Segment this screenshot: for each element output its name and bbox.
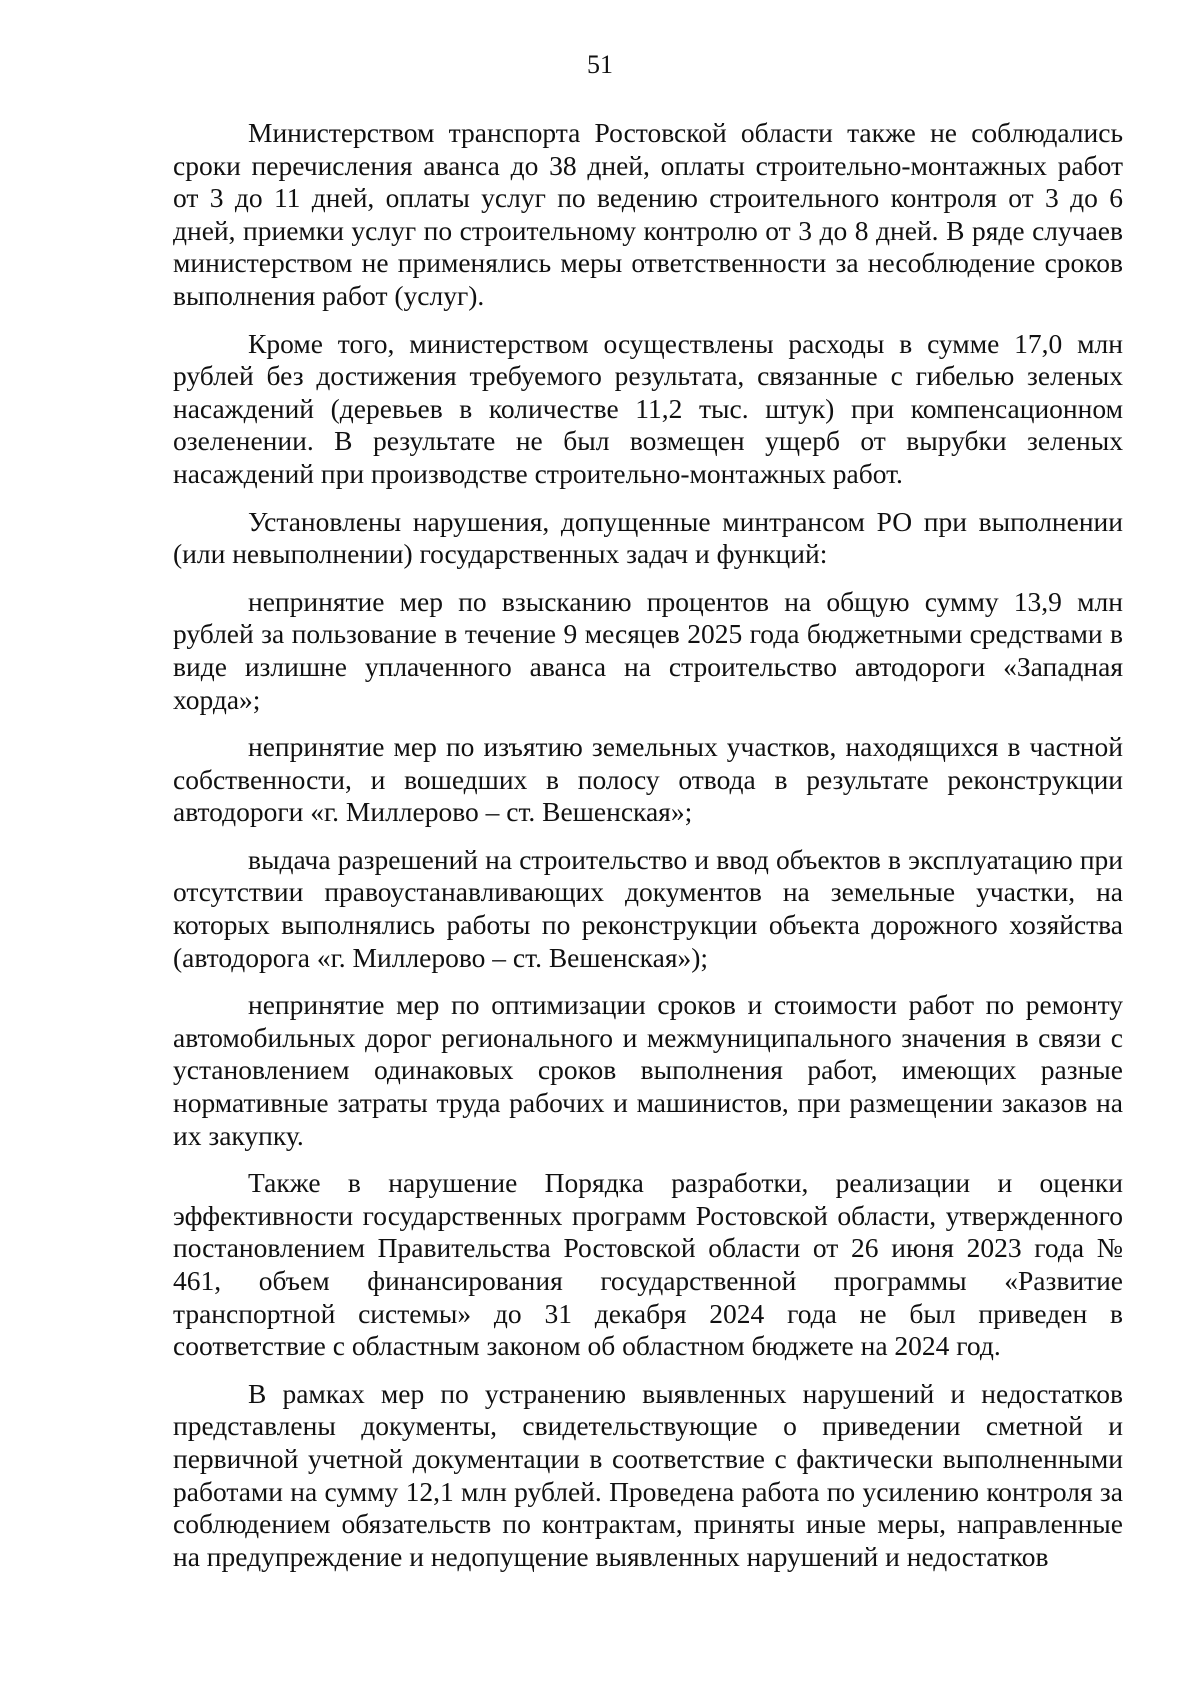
paragraph-interest-recovery: непринятие мер по взысканию процентов на общую сумму 13,9 млн рублей за пользование в течение 9 месяцев 2025 года бюджетными средствами в виде излишне уплаченного аванса на строительство автодороги «Западная хорда»;	[173, 585, 1123, 715]
page-number: 51	[587, 50, 613, 79]
paragraph-violations-intro: Установлены нарушения, допущенные минтрансом РО при выполнении (или невыполнении) государственных задач и функций:	[173, 505, 1123, 570]
paragraph-green-planting-expenses: Кроме того, министерством осуществлены расходы в сумме 17,0 млн рублей без достижения требуемого результата, связанные с гибелью зеленых насаждений (деревьев в количестве 11,2 тыс. штук) при компенсационном озеленении. В результате не был возмещен ущерб от вырубки зеленых насаждений при производстве строительно-монтажных работ.	[173, 327, 1123, 489]
paragraph-road-repair-optimization: непринятие мер по оптимизации сроков и стоимости работ по ремонту автомобильных дорог регионального и межмуниципального значения в связи с установлением одинаковых сроков выполнения работ, имеющих разные нормативные затраты труда рабочих и машинистов, при размещении заказов на их закупку.	[173, 989, 1123, 1151]
paragraph-land-seizure: непринятие мер по изъятию земельных участков, находящихся в частной собственности, и вошедших в полосу отвода в результате реконструкции автодороги «г. Миллерово – ст. Вешенская»;	[173, 731, 1123, 828]
paragraph-transport-ministry-deadlines: Министерством транспорта Ростовской области также не соблюдались сроки перечисления аванса до 38 дней, оплаты строительно-монтажных работ от 3 до 11 дней, оплаты услуг по ведению строительного контроля от 3 до 6 дней, приемки услуг по строительному контролю от 3 до 8 дней. В ряде случаев министерством не применялись меры ответственности за несоблюдение сроков выполнения работ (услуг).	[173, 117, 1123, 311]
paragraph-corrective-measures: В рамках мер по устранению выявленных нарушений и недостатков представлены документы, свидетельствующие о приведении сметной и первичной учетной документации в соответствие с фактически выполненными работами на сумму 12,1 млн рублей. Проведена работа по усилению контроля за соблюдением обязательств по контрактам, приняты иные меры, направленные на предупреждение и недопущение выявленных нарушений и недостатков	[173, 1377, 1123, 1572]
paragraph-state-program-financing: Также в нарушение Порядка разработки, реализации и оценки эффективности государственных программ Ростовской области, утвержденного постановлением Правительства Ростовской области от 26 июня 2023 года № 461, объем финансирования государственной программы «Развитие транспортной системы» до 31 декабря 2024 года не был приведен в соответствие с областным законом об областном бюджете на 2024 год.	[173, 1167, 1123, 1362]
paragraph-construction-permits: выдача разрешений на строительство и ввод объектов в эксплуатацию при отсутствии правоустанавливающих документов на земельные участки, на которых выполнялись работы по реконструкции объекта дорожного хозяйства (автодорога «г. Миллерово – ст. Вешенская»);	[173, 843, 1123, 973]
document-body	[173, 117, 1123, 1573]
